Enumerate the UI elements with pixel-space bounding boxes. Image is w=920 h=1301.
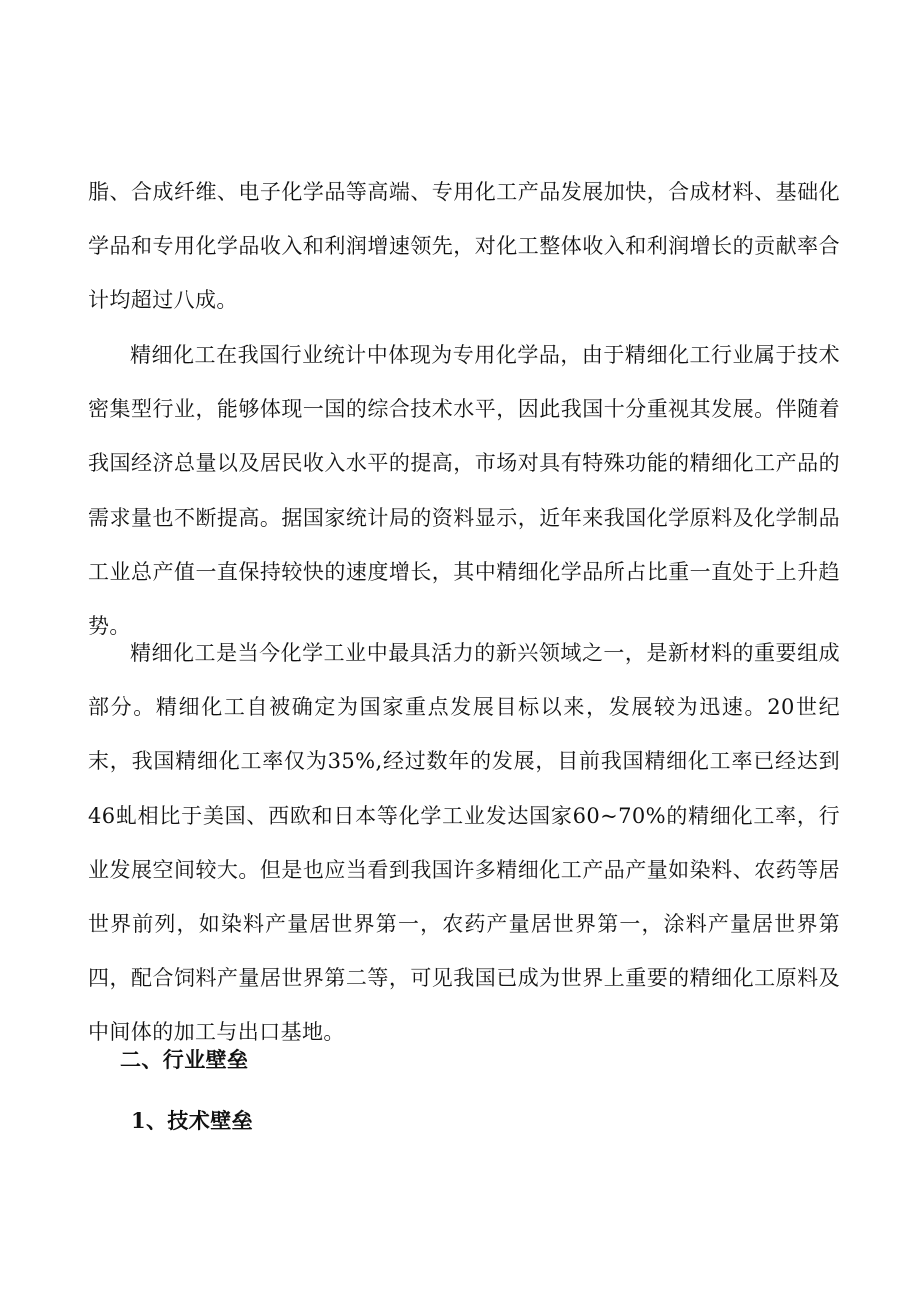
section-heading-industry-barriers: 二、行业壁垒 (120, 1047, 249, 1072)
paragraph-fine-chemicals-statistics: 精细化工在我国行业统计中体现为专用化学品，由于精细化工行业属于技术密集型行业，能够体现一国的综合技术水平，因此我国十分重视其发展。伴随着我国经济总量以及居民收入水平的提高，市场对具有特殊功能的精细化工产品的需求量也不断提高。据国家统计局的资料显示，近年来我国化学原料及化学制品工业总产值一直保持较快的速度增长，其中精细化学品所占比重一直处于上升趋势。 (88, 343, 840, 639)
paragraph-continuation: 脂、合成纤维、电子化学品等高端、专用化工产品发展加快，合成材料、基础化学品和专用化学品收入和利润增速领先，对化工整体收入和利润增长的贡献率合计均超过八成。 (88, 180, 840, 313)
paragraph-fine-chemicals-development: 精细化工是当今化学工业中最具活力的新兴领域之一，是新材料的重要组成部分。精细化工自被确定为国家重点发展目标以来，发展较为迅速。20世纪末，我国精细化工率仅为35%,经过数年的发展，目前我国精细化工率已经达到46虬相比于美国、西欧和日本等化学工业发达国家60~70%的精细化工率，行业发展空间较大。但是也应当看到我国许多精细化工产品产量如染料、农药等居世界前列，如染料产量居世界第一，农药产量居世界第一，涂料产量居世界第四，配合饲料产量居世界第二等，可见我国已成为世界上重要的精细化工原料及中间体的加工与出口基地。 (88, 641, 840, 1045)
subsection-heading-technical-barriers: 1、技术壁垒 (131, 1108, 254, 1133)
